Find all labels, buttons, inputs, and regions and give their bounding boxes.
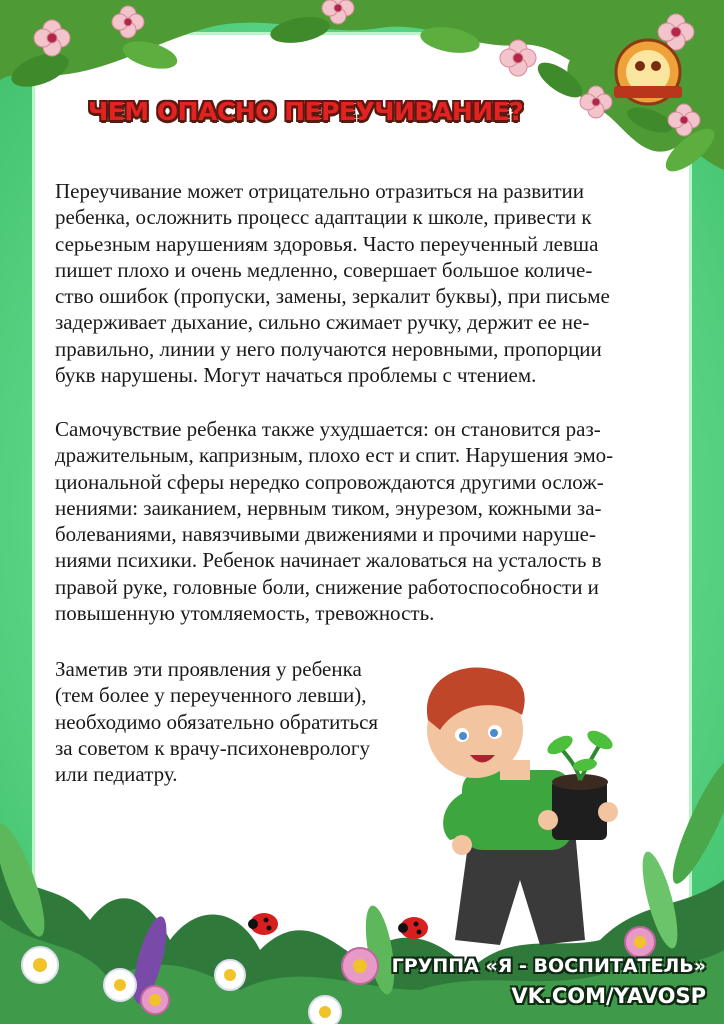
page-title: ЧЕМ ОПАСНО ПЕРЕУЧИВАНИЕ?	[88, 97, 524, 126]
footer-group-name: ГРУППА «Я - ВОСПИТАТЕЛЬ»	[391, 955, 706, 977]
footer-link[interactable]: VK.COM/YAVOSP	[511, 984, 706, 1008]
paragraph-consequences: Переучивание может отрицательно отразиться на развитии ребенка, осложнить процесс адаптации к школе, привести к серьезным нарушениям здоровья. Часто переученный левша пишет плохо и очень медленно, совершает большое количе- ство ошибок (пропуски, замены, зеркалит буквы), при письме задерживает дыхание, сильно сжимает ручку, держит ее не- правильно, линии у него получаются неровными, пропорции букв нарушены. Могут начаться проблемы с чтением.	[55, 179, 610, 388]
ladybug-icon	[248, 913, 428, 939]
paragraph-advice: Заметив эти проявления у ребенка (тем более у переученного левши), необходимо обязательно обратиться за советом к врачу-психоневрологу или педиатру.	[55, 657, 379, 787]
logo-emblem	[614, 40, 682, 104]
paragraph-wellbeing: Самочувствие ребенка также ухудшается: он становится раз- дражительным, капризным, плохо ест и спит. Нарушения эмо- циональной сферы нередко сопровождаются другими ослож- нениями: заиканием, нервным тиком, энурезом, кожными за- болеваниями, навязчивыми движениями и прочими наруше- ниями психики. Ребенок начинает жаловаться на усталость в правой руке, головные боли, снижение работоспособности и повышенную утомляемость, тревожность.	[55, 417, 614, 626]
boy-with-plant-illustration	[427, 667, 618, 945]
